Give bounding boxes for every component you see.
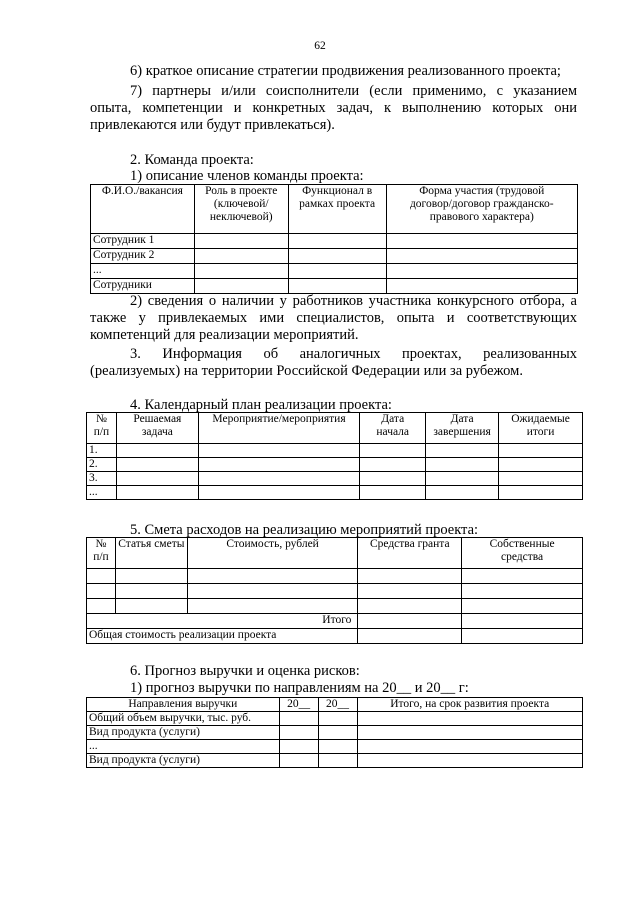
budget-header-own-funds: Собственные средства bbox=[462, 538, 583, 569]
section-6-heading: 6. Прогноз выручки и оценка рисков: bbox=[130, 663, 360, 679]
calendar-row-number: ... bbox=[87, 486, 117, 500]
section-3-line-b: (реализуемых) на территории Российской Федерации или за рубежом. bbox=[90, 363, 523, 379]
table-row bbox=[87, 569, 583, 584]
table-row bbox=[87, 584, 583, 599]
budget-header-number: № п/п bbox=[87, 538, 116, 569]
team-header-name: Ф.И.О./вакансия bbox=[91, 185, 195, 234]
budget-total-row bbox=[87, 614, 583, 629]
table-row bbox=[87, 486, 583, 500]
team-row-label: Сотрудник 1 bbox=[91, 234, 195, 249]
calendar-row-number: 2. bbox=[87, 458, 117, 472]
item-7-line-c: привлекаются или будут привлекаться). bbox=[90, 117, 335, 133]
budget-grand-total-row bbox=[87, 629, 583, 644]
table-row bbox=[87, 712, 583, 726]
item-6-text: 6) краткое описание стратегии продвижения реализованного проекта; bbox=[130, 63, 561, 79]
calendar-plan-table bbox=[86, 412, 583, 500]
section-2-sub1: 1) описание членов команды проекта: bbox=[130, 168, 364, 184]
calendar-row-number: 1. bbox=[87, 444, 117, 458]
team-header-role: Роль в проекте (ключевой/ неключевой) bbox=[194, 185, 288, 234]
section-5-heading: 5. Смета расходов на реализацию мероприятий проекта: bbox=[130, 522, 479, 538]
page-number: 62 bbox=[314, 40, 326, 52]
budget-header-cost: Стоимость, рублей bbox=[187, 538, 358, 569]
table-row bbox=[87, 726, 583, 740]
item-7-line-a: 7) партнеры и/или соисполнители (если применимо, с указанием bbox=[130, 83, 577, 99]
revenue-forecast-table bbox=[86, 697, 583, 768]
revenue-header-direction: Направления выручки bbox=[87, 698, 280, 712]
table-row bbox=[91, 249, 578, 264]
team-row-label: Сотрудники bbox=[91, 279, 195, 294]
table-row bbox=[91, 234, 578, 249]
table-row bbox=[87, 740, 583, 754]
budget-total-label: Итого bbox=[87, 614, 358, 629]
team-header-function: Функционал в рамках проекта bbox=[288, 185, 386, 234]
table-row bbox=[87, 458, 583, 472]
table-row bbox=[87, 754, 583, 768]
item-7-line-b: опыта, компетенции и конкретных задач, к выполнению которых они bbox=[90, 100, 577, 116]
calendar-header-number: № п/п bbox=[87, 413, 117, 444]
section-2-sub2-line-c: компетенций для реализации мероприятий. bbox=[90, 327, 359, 343]
calendar-header-start-date: Дата начала bbox=[360, 413, 426, 444]
section-6-sub1: 1) прогноз выручки по направлениям на 20__ и 20__ г: bbox=[130, 680, 469, 696]
team-row-label: ... bbox=[91, 264, 195, 279]
section-2-sub2-line-a: 2) сведения о наличии у работников участника конкурсного отбора, а bbox=[130, 293, 577, 309]
calendar-row-number: 3. bbox=[87, 472, 117, 486]
team-table-header-row bbox=[91, 185, 578, 234]
budget-header-grant: Средства гранта bbox=[358, 538, 462, 569]
table-row bbox=[87, 472, 583, 486]
revenue-row-label: Общий объем выручки, тыс. руб. bbox=[87, 712, 280, 726]
team-table bbox=[90, 184, 578, 294]
team-row-label: Сотрудник 2 bbox=[91, 249, 195, 264]
revenue-header-row bbox=[87, 698, 583, 712]
table-row bbox=[91, 264, 578, 279]
section-2-heading: 2. Команда проекта: bbox=[130, 152, 254, 168]
calendar-header-end-date: Дата завершения bbox=[426, 413, 499, 444]
revenue-row-label: Вид продукта (услуги) bbox=[87, 754, 280, 768]
revenue-header-year-1: 20__ bbox=[279, 698, 318, 712]
section-2-sub2-line-b: также у привлекаемых ими специалистов, опыта и соответствующих bbox=[90, 310, 577, 326]
budget-grand-total-label: Общая стоимость реализации проекта bbox=[87, 629, 358, 644]
calendar-header-task: Решаемая задача bbox=[116, 413, 198, 444]
revenue-row-label: ... bbox=[87, 740, 280, 754]
revenue-header-total: Итого, на срок развития проекта bbox=[357, 698, 582, 712]
revenue-row-label: Вид продукта (услуги) bbox=[87, 726, 280, 740]
budget-table bbox=[86, 537, 583, 644]
calendar-header-results: Ожидаемые итоги bbox=[499, 413, 583, 444]
budget-header-item: Статья сметы bbox=[115, 538, 187, 569]
calendar-header-row bbox=[87, 413, 583, 444]
calendar-header-activity: Мероприятие/мероприятия bbox=[198, 413, 360, 444]
section-4-heading: 4. Календарный план реализации проекта: bbox=[130, 397, 392, 413]
team-header-participation: Форма участия (трудовой договор/договор гражданско- правового характера) bbox=[386, 185, 577, 234]
table-row bbox=[87, 444, 583, 458]
budget-header-row bbox=[87, 538, 583, 569]
table-row bbox=[87, 599, 583, 614]
revenue-header-year-2: 20__ bbox=[318, 698, 357, 712]
table-row bbox=[91, 279, 578, 294]
section-3-line-a: 3. Информация об аналогичных проектах, реализованных bbox=[130, 346, 577, 362]
